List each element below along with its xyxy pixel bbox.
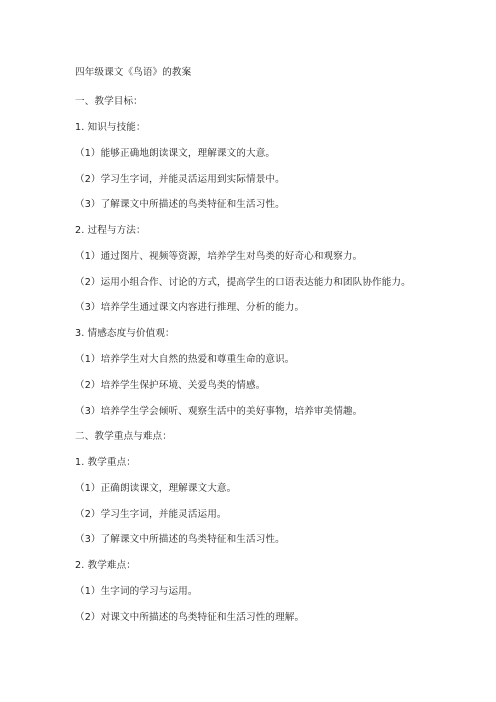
list-item: （2）学习生字词，并能灵活运用。 [75,509,227,520]
section-heading: 二、教学重点与难点： [75,431,172,442]
list-item: （3）了解课文中所描述的鸟类特征和生活习性。 [75,199,285,210]
list-item: （3）培养学生学会倾听、观察生活中的美好事物，培养审美情趣。 [75,406,363,417]
subsection-heading: 3. 情感态度与价值观： [75,328,175,339]
subsection-heading: 1. 教学重点： [75,457,136,468]
list-item: （2）对课文中所描述的鸟类特征和生活习性的理解。 [75,612,305,623]
list-item: （2）培养学生保护环境、关爱鸟类的情感。 [75,380,266,391]
list-item: （2）学习生字词，并能灵活运用到实际情景中。 [75,174,285,185]
list-item: （1）正确朗读课文，理解课文大意。 [75,483,237,494]
list-item: （1）能够正确地朗读课文，理解课文的大意。 [75,148,276,159]
list-item: （3）了解课文中所描述的鸟类特征和生活习性。 [75,534,285,545]
subsection-heading: 2. 教学难点： [75,560,136,571]
section-heading: 一、教学目标： [75,96,143,107]
subsection-heading: 1. 知识与技能： [75,122,146,133]
document-title: 四年级课文《鸟语》的教案 [75,67,192,78]
list-item: （2）运用小组合作、讨论的方式，提高学生的口语表达能力和团队协作能力。 [75,277,411,288]
list-item: （3）培养学生通过课文内容进行推理、分析的能力。 [75,302,305,313]
subsection-heading: 2. 过程与方法： [75,225,146,236]
list-item: （1）通过图片、视频等资源，培养学生对鸟类的好奇心和观察力。 [75,251,363,262]
list-item: （1）培养学生对大自然的热爱和尊重生命的意识。 [75,354,295,365]
list-item: （1）生字词的学习与运用。 [75,586,198,597]
